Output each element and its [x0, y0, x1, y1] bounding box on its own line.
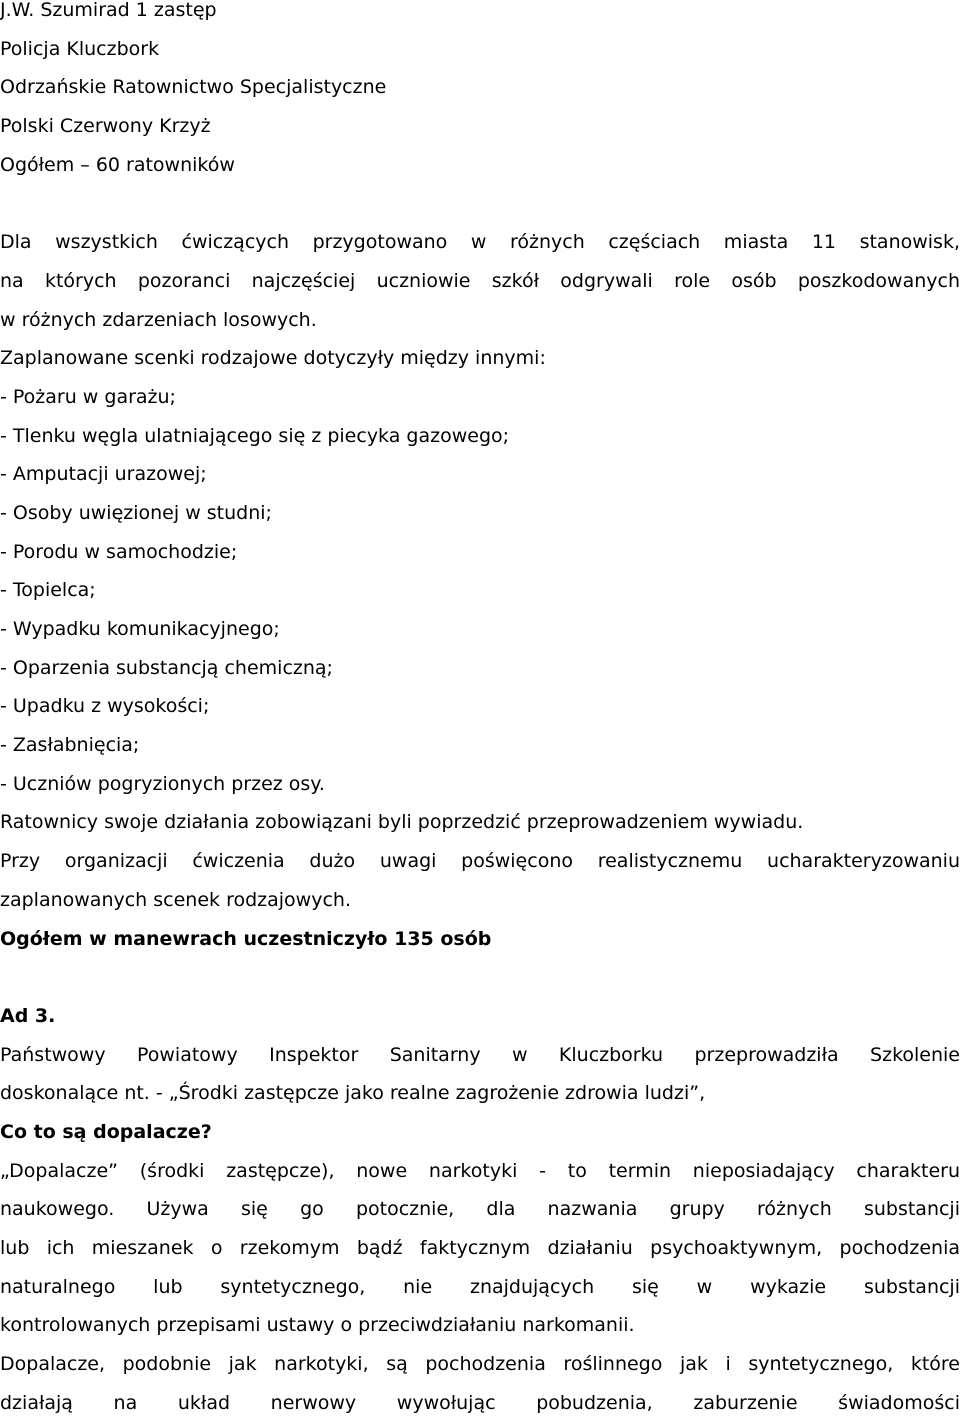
intro-paragraph — [0, 223, 960, 339]
scene-item: - Osoby uwięzionej w studni; — [0, 501, 272, 524]
header-line: Polski Czerwony Krzyż — [0, 115, 211, 138]
rescuers-line: Ratownicy swoje działania zobowiązani byli poprzedzić przeprowadzeniem wywiadu. — [0, 811, 804, 834]
scene-item: - Tlenku węgla ulatniającego się z piecyka gazowego; — [0, 424, 510, 447]
header-line: Odrzańskie Ratownictwo Specjalistyczne — [0, 76, 387, 99]
question-heading: Co to są dopalacze? — [0, 1120, 212, 1143]
scene-item: - Pożaru w garażu; — [0, 385, 176, 408]
scene-item: - Wypadku komunikacyjnego; — [0, 618, 280, 640]
final-line: działają na układ nerwowy wywołując pobudzenia, zaburzenie świadomości — [0, 1391, 960, 1414]
definition-line: kontrolowanych przepisami ustawy o przeciwdziałaniu narkomanii. — [0, 1314, 635, 1337]
inspector-line: Państwowy Powiatowy Inspektor Sanitarny w Kluczborku przeprowadziła Szkolenie — [0, 1043, 960, 1066]
intro-line: Dla wszystkich ćwiczących przygotowano w różnych częściach miasta 11 stanowisk, — [0, 231, 960, 254]
scene-item: - Oparzenia substancją chemiczną; — [0, 656, 333, 679]
organization-line: zaplanowanych scenek rodzajowych. — [0, 888, 351, 911]
blank-line — [0, 958, 960, 997]
scene-item: - Upadku z wysokości; — [0, 695, 210, 718]
section-heading: Ad 3. — [0, 1004, 56, 1027]
scene-item: - Topielca; — [0, 579, 96, 602]
definition-line: „Dopalacze” (środki zastępcze), nowe narkotyki - to termin nieposiadający charakteru — [0, 1159, 960, 1182]
blank-line — [0, 184, 960, 223]
header-line: Policja Kluczbork — [0, 37, 160, 60]
intro-line: na których pozoranci najczęściej uczniowie szkół odgrywali role osób poszkodowanych — [0, 269, 960, 292]
inspector-line: doskonalące nt. - „Środki zastępcze jako realne zagrożenie zdrowia ludzi”, — [0, 1082, 706, 1105]
scene-item: - Uczniów pogryzionych przez osy. — [0, 772, 325, 795]
definition-line: naturalnego lub syntetycznego, nie znajdujących się w wykazie substancji — [0, 1275, 960, 1298]
final-paragraph — [0, 1345, 960, 1422]
header-line: J.W. Szumirad 1 zastęp — [0, 0, 217, 21]
definition-line: lub ich mieszanek o rzekomym bądź faktycznym działaniu psychoaktywnym, pochodzenia — [0, 1237, 960, 1259]
intro-line: w różnych zdarzeniach losowych. — [0, 308, 317, 331]
header-line: Ogółem – 60 ratowników — [0, 153, 235, 176]
scenes-intro: Zaplanowane scenki rodzajowe dotyczyły między innymi: — [0, 347, 546, 370]
total-participants: Ogółem w manewrach uczestniczyło 135 osób — [0, 927, 492, 950]
scene-item: - Porodu w samochodzie; — [0, 540, 238, 563]
scene-item: - Amputacji urazowej; — [0, 463, 207, 486]
organization-paragraph — [0, 842, 960, 919]
definition-line: naukowego. Używa się go potocznie, dla nazwania grupy różnych substancji — [0, 1198, 960, 1221]
scene-item: - Zasłabnięcia; — [0, 734, 140, 757]
participants-list — [0, 0, 960, 184]
scenes-list — [0, 378, 960, 804]
definition-paragraph — [0, 1152, 960, 1345]
inspector-paragraph — [0, 1036, 960, 1113]
final-line: Dopalacze, podobnie jak narkotyki, są pochodzenia roślinnego jak i syntetycznego, które — [0, 1353, 960, 1376]
organization-line: Przy organizacji ćwiczenia dużo uwagi poświęcono realistycznemu ucharakteryzowaniu — [0, 850, 960, 873]
